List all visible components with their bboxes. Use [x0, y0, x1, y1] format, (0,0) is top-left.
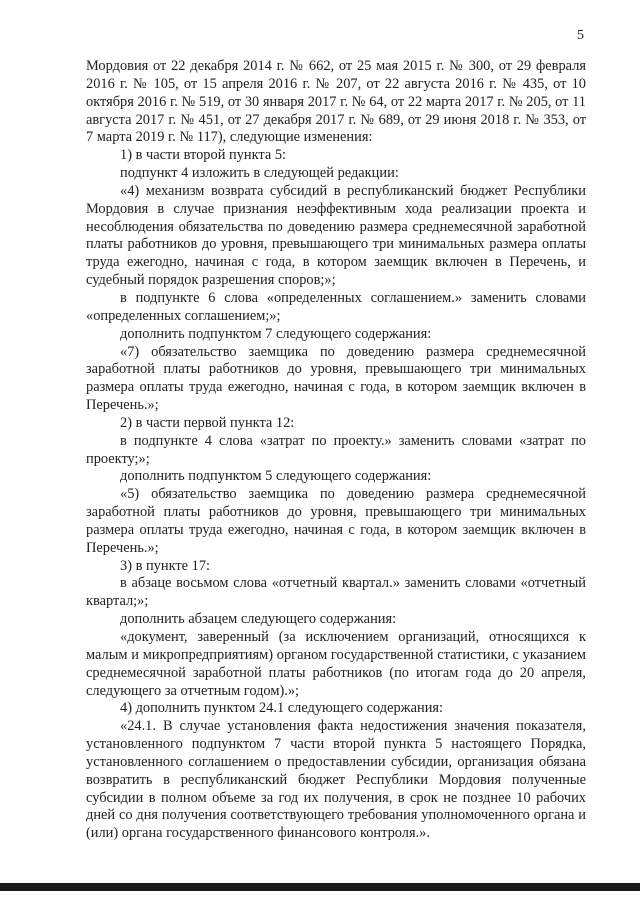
paragraph: Мордовия от 22 декабря 2014 г. № 662, от 25 мая 2015 г. № 300, от 29 февраля 2016 г. № 105, от 15 апреля 2016 г. № 207, от 22 августа 2016 г. № 435, от 10 октября 2016 г. № 519, от 30 января 2017 г. № 64, от 22 марта 2017 г. № 205, от 11 августа 2017 г. № 451, от 27 декабря 2017 г. № 689, от 29 июня 2018 г. № 353, от 7 марта 2019 г. № 117), следующие изменения:	[86, 58, 586, 146]
paragraph: «4) механизм возврата субсидий в республиканский бюджет Республики Мордовия в случае признания неэффективным хода реализации проекта и несоблюдения обязательства по доведению размера среднемесячной заработной платы работников до уровня, превышающего три минимальных размера оплаты труда ежегодно, начиная с года, в котором заемщик включен в Перечень, и судебный порядок разрешения споров;»;	[86, 182, 586, 289]
page-number: 5	[577, 28, 584, 43]
paragraph: «документ, заверенный (за исключением организаций, относящихся к малым и микропредприятиям) органом государственной статистики, с указанием среднемесячной заработной платы работников (по итогам года до 20 апреля, следующего за отчетным годом).»;	[86, 629, 586, 699]
scan-edge-bar	[0, 883, 640, 891]
paragraph: дополнить абзацем следующего содержания:	[120, 611, 397, 628]
paragraph: 3) в пункте 17:	[120, 557, 211, 574]
paragraph: «5) обязательство заемщика по доведению размера среднемесячной заработной платы работников до уровня, превышающего три минимальных размера оплаты труда ежегодно, начиная с года, в котором заемщик включен в Перечень.»;	[86, 486, 586, 556]
paragraph: в подпункте 6 слова «определенных соглашением.» заменить словами «определенных соглашением;»;	[86, 289, 586, 324]
paragraph: подпункт 4 изложить в следующей редакции:	[120, 165, 399, 182]
paragraph: 1) в части второй пункта 5:	[120, 147, 287, 164]
paragraph: «7) обязательство заемщика по доведению размера среднемесячной заработной платы работников до уровня, превышающего три минимальных размера оплаты труда ежегодно, начиная с года, в котором заемщик включен в Перечень.»;	[86, 343, 586, 414]
paragraph: дополнить подпунктом 5 следующего содержания:	[120, 468, 432, 485]
paragraph: в подпункте 4 слова «затрат по проекту.» заменить словами «затрат по проекту;»;	[86, 432, 586, 467]
paragraph: в абзаце восьмом слова «отчетный квартал.» заменить словами «отчетный квартал;»;	[86, 575, 586, 610]
paragraph: 4) дополнить пунктом 24.1 следующего содержания:	[120, 700, 444, 717]
document-body	[86, 58, 586, 843]
paragraph: 2) в части первой пункта 12:	[120, 414, 295, 431]
paragraph: дополнить подпунктом 7 следующего содержания:	[120, 325, 432, 342]
paragraph: «24.1. В случае установления факта недостижения значения показателя, установленного подпунктом 7 части второй пункта 5 настоящего Порядка, установленного соглашением о предоставлении субсидии, организация обязана возвратить в республиканский бюджет Республики Мордовия полученные субсидии в полном объеме за год их получения, в срок не позднее 10 рабочих дней со дня получения соответствующего требования уполномоченного органа и (или) органа государственного финансового контроля.».	[86, 718, 586, 842]
